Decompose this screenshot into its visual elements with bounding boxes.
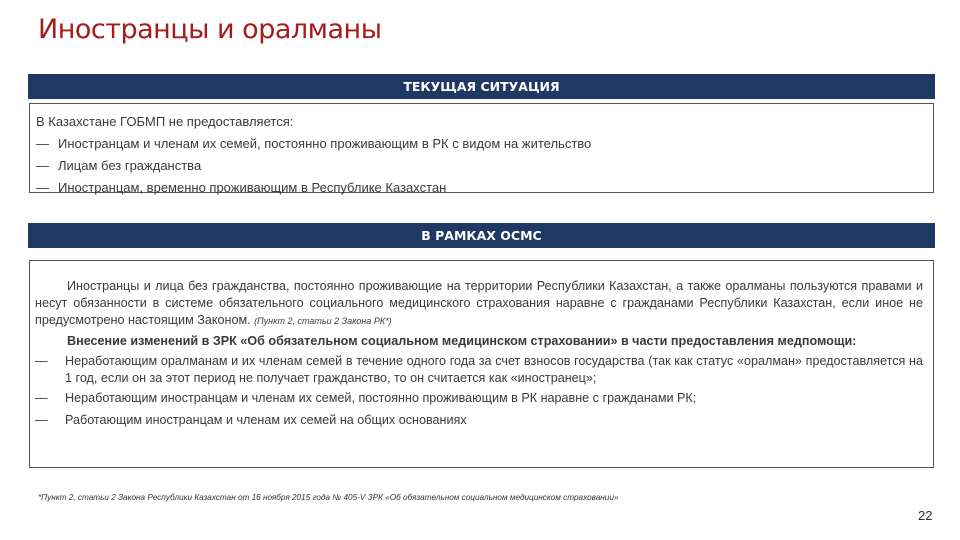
list-item: [36, 155, 923, 177]
list-item-text: Иностранцам, временно проживающим в Республике Казахстан: [58, 180, 447, 195]
list-item-text: Работающим иностранцам и членам их семей на общих основаниях: [65, 413, 467, 427]
list-item: [35, 353, 923, 387]
section-header-osms: В РАМКАХ ОСМС: [28, 223, 935, 248]
slide-title: Иностранцы и оралманы: [38, 14, 382, 45]
list-item: [35, 412, 923, 429]
page-number: 22: [918, 508, 933, 523]
dash-bullet: —: [35, 413, 48, 427]
list-item: [35, 390, 923, 407]
dash-bullet: —: [36, 158, 49, 173]
current-situation-box: [29, 103, 934, 193]
list-item: [36, 177, 923, 199]
list-item-text: Иностранцам и членам их семей, постоянно проживающим в РК с видом на жительство: [58, 136, 592, 151]
osms-paragraph-text: Иностранцы и лица без гражданства, постоянно проживающие на территории Республики Казахстан, а также оралманы пользуются правами и несут обязанности в системе обязательного социального медицинского страхования наравне с гражданами Республики Казахстан, если иное не предусмотрено настоящим Законом.: [35, 279, 923, 327]
dash-bullet: —: [36, 180, 49, 195]
list-item-text: Неработающим оралманам и их членам семей в течение одного года за счет взносов государства (так как статус «оралман» предоставляется на 1 год, если он за этот период не получает гражданство, то он считается как «иностранец»;: [65, 354, 923, 385]
osms-box: [29, 260, 934, 468]
list-item-text: Лицам без гражданства: [58, 158, 202, 173]
dash-bullet: —: [36, 136, 49, 151]
dash-bullet: —: [35, 391, 48, 405]
list-item: [36, 133, 923, 155]
list-item-text: Неработающим иностранцам и членам их семей, постоянно проживающим в РК наравне с гражданами РК;: [65, 391, 697, 405]
current-situation-intro: В Казахстане ГОБМП не предоставляется:: [36, 114, 294, 129]
amendments-heading: Внесение изменений в ЗРК «Об обязательном социальном медицинском страховании» в части предоставления медпомощи:: [67, 334, 857, 348]
law-reference: (Пункт 2, статьи 2 Закона РК*): [254, 316, 392, 326]
dash-bullet: —: [35, 354, 48, 368]
osms-paragraph: [35, 278, 923, 330]
footnote: *Пункт 2, статьи 2 Закона Республики Казахстан от 16 ноября 2015 года № 405-V ЗРК «Об обязательном социальном медицинском страховании»: [38, 493, 619, 502]
section-header-current-situation: ТЕКУЩАЯ СИТУАЦИЯ: [28, 74, 935, 99]
